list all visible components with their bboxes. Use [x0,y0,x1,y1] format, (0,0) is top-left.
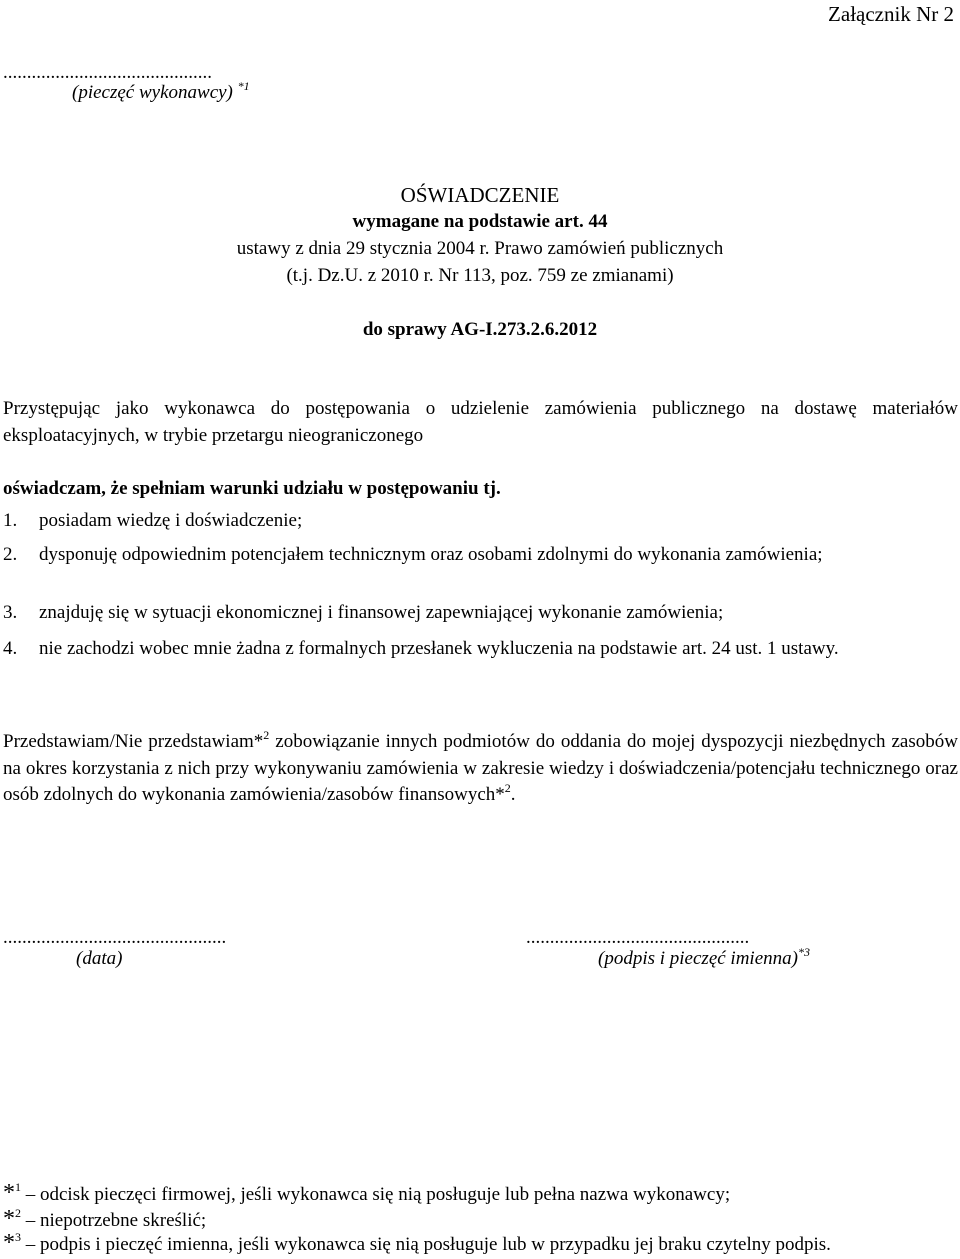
footnote-star: * [3,1206,15,1232]
seal-footnote-mark: *1 [237,79,250,93]
footnote-text: – odcisk pieczęci firmowej, jeśli wykonawca się nią posługuje lub pełna nazwa wykonawcy; [25,1184,731,1205]
condition-item [3,508,958,535]
signature-label [598,946,810,973]
title-line-2: ustawy z dnia 29 stycznia 2004 r. Prawo zamówień publicznych [236,238,724,259]
signature-footnote-mark: *3 [797,945,810,959]
intro-paragraph: Przystępując jako wykonawca do postępowania o udzielenie zamówienia publicznego na dostawę materiałów eksploatacyjnych, w trybie przetargu nieograniczonego [3,398,958,446]
resources-paragraph [3,729,958,809]
title-line-1: wymagane na podstawie art. 44 [352,211,608,232]
footnote-mark: 2 [263,728,270,742]
condition-item [3,636,958,663]
footnote [3,1181,730,1209]
item-number: 3. [3,602,18,623]
footnote-number: 2 [15,1206,21,1220]
condition-item [3,542,958,569]
item-text: znajduję się w sytuacji ekonomicznej i finansowej zapewniającej wykonanie zamówienia; [39,602,724,623]
condition-item [3,600,958,627]
item-text: posiadam wiedzę i doświadczenie; [39,510,303,531]
item-text: nie zachodzi wobec mnie żadna z formalnych przesłanek wykluczenia na podstawie art. 24 ust. 1 ustawy. [39,638,839,659]
seal-label-text: (pieczęć wykonawcy) [72,82,233,103]
item-number: 2. [3,544,18,565]
seal-dots: ............................................ [3,62,212,83]
footnote-text: – niepotrzebne skreślić; [25,1210,207,1231]
signature-label-text: (podpis i pieczęć imienna) [598,948,798,969]
title-line-3: (t.j. Dz.U. z 2010 r. Nr 113, poz. 759 ze zmianami) [286,265,674,286]
resources-text-3: . [510,784,516,806]
footnote [3,1231,831,1259]
seal-label [72,80,250,107]
footnote-number: 1 [15,1180,21,1194]
item-text: dysponuję odpowiednim potencjałem technicznym oraz osobami zdolnymi do wykonania zamówienia; [39,544,823,565]
item-number: 1. [3,510,18,531]
date-label: (data) [76,948,123,969]
resources-text-2: zobowiązanie innych podmiotów do oddania do mojej dyspozycji niezbędnych zasobów na okres korzystania z nich przy wykonywaniu zamówienia w zakresie wiedzy i doświadczenia/potencjału technicznego oraz osób zdolnych do wykonania zamówienia/zasobów finansowych* [3,731,958,806]
item-number: 4. [3,638,18,659]
footnote-star: * [3,1230,15,1256]
footnote-number: 3 [15,1230,21,1244]
signature-dots: ............................................... [526,927,750,948]
document-title: OŚWIADCZENIE [400,183,560,207]
declaration-heading: oświadczam, że spełniam warunki udziału w postępowaniu tj. [3,478,501,499]
footnote-star: * [3,1180,15,1206]
resources-text-1: Przedstawiam/Nie przedstawiam* [3,731,264,752]
case-number: do sprawy AG-I.273.2.6.2012 [362,319,598,340]
footnote-mark: 2 [504,781,511,796]
footnote-text: – podpis i pieczęć imienna, jeśli wykonawca się nią posługuje lub w przypadku jej braku czytelny podpis. [25,1234,831,1255]
annex-label: Załącznik Nr 2 [828,2,954,26]
date-dots: ............................................... [3,927,227,948]
